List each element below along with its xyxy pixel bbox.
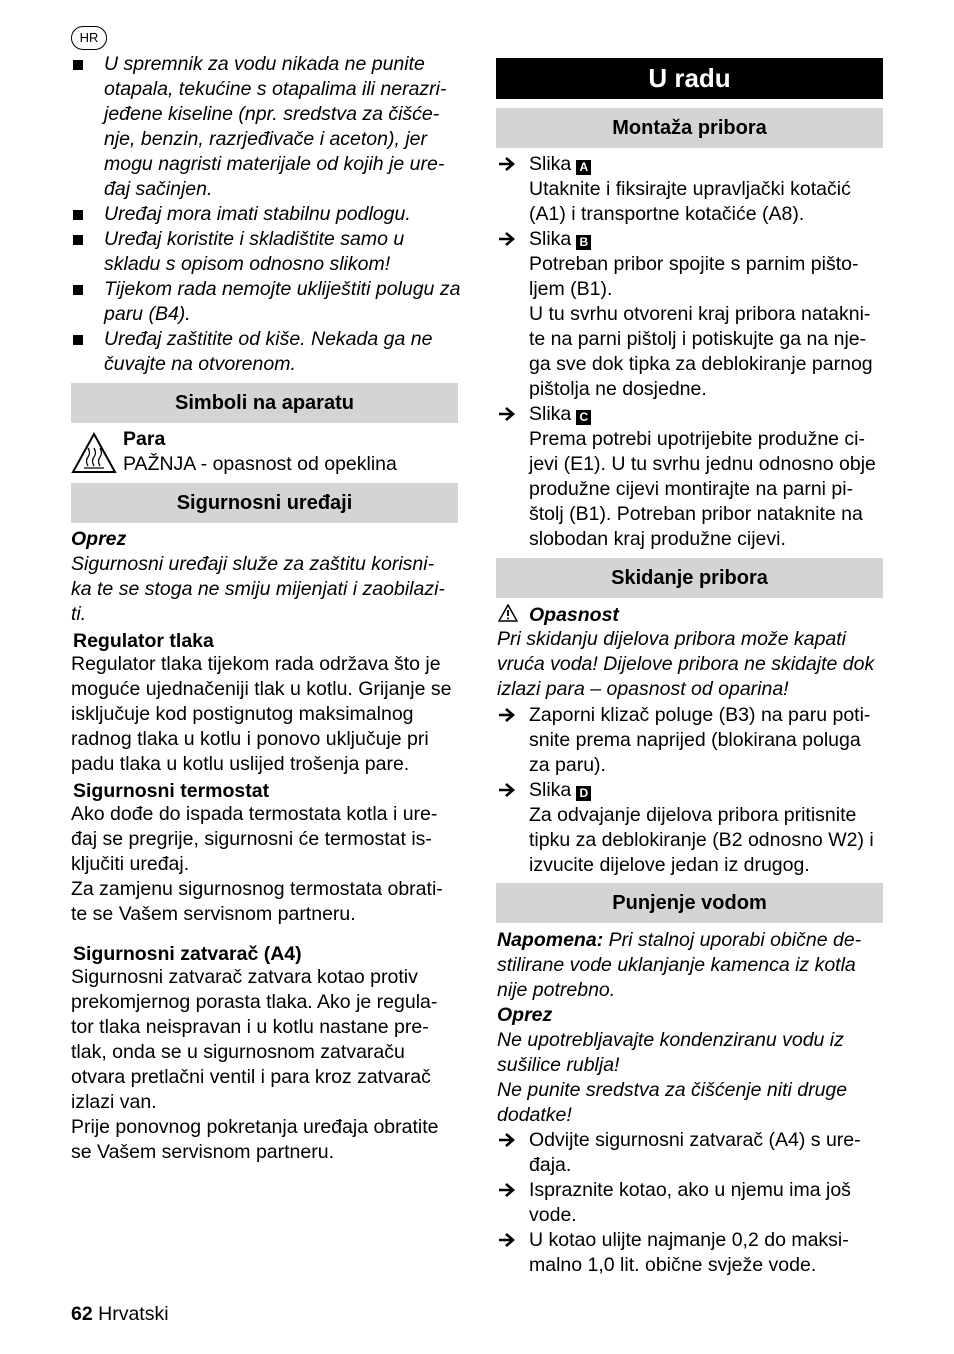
note-paragraph [497, 928, 885, 1003]
symbol-title: Para [123, 428, 166, 450]
caution-text: Sigurnosni uređaji služe za zaštitu korisni- ka te se stoga ne smiju mijenjati i zaobilazi- ti. [71, 553, 445, 625]
remove-step-1: Zaporni klizač poluge (B3) na paru poti- snite prema naprijed (blokirana poluga za paru). [529, 704, 871, 776]
bullet-text: Tijekom rada nemojte ukliještiti polugu za paru (B4). [104, 278, 461, 325]
arrow-right-icon [498, 407, 520, 421]
footer-language: Hrvatski [98, 1303, 169, 1325]
note-label: Napomena: [497, 929, 604, 951]
language-badge: HR [71, 26, 107, 50]
water-heading: Punjenje vodom [496, 883, 883, 923]
figure-ref-b [529, 227, 885, 252]
arrow-right-icon [498, 1183, 520, 1197]
page-footer [71, 1302, 169, 1327]
thermostat-text-2: Za zamjenu sigurnosnog termostata obrati- te se Vašem servisnom partneru. [71, 878, 443, 925]
danger-label: Opasnost [529, 604, 619, 626]
water-step-1: Odvijte sigurnosni zatvarač (A4) s ure- đaja. [529, 1129, 861, 1176]
section-title: U radu [496, 58, 883, 99]
water-step-3: U kotao ulijte najmanje 0,2 do maksi- malno 1,0 lit. obične svježe vode. [529, 1229, 849, 1276]
figure-label: Slika [529, 228, 572, 250]
figure-ref-d [529, 778, 885, 803]
bullet-square-icon [73, 210, 83, 220]
safety-bullet-list [71, 52, 459, 377]
list-item [71, 202, 459, 227]
bullet-square-icon [73, 285, 83, 295]
fig-d-text: Za odvajanje dijelova pribora pritisnite tipku za deblokiranje (B2 odnosno W2) i izvucite dijelove jedan iz drugog. [529, 804, 874, 876]
figure-ref-a [529, 152, 885, 177]
arrow-right-icon [498, 783, 520, 797]
figure-letter-c: C [576, 410, 591, 425]
figure-label: Slika [529, 779, 572, 801]
figure-label: Slika [529, 403, 572, 425]
caution-label-right: Oprez [497, 1004, 553, 1026]
cap-text-2: Prije ponovnog pokretanja uređaja obratite se Vašem servisnom partneru. [71, 1116, 439, 1163]
list-item [71, 327, 492, 377]
mount-heading: Montaža pribora [496, 108, 883, 148]
note-text: Pri stalnoj uporabi obične de- stilirane vode uklanjanje kamenca iz kotla nije potrebno. [497, 929, 862, 1001]
list-item [71, 227, 424, 277]
regulator-heading: Regulator tlaka [73, 630, 214, 652]
list-item [71, 52, 459, 202]
cap-text-1: Sigurnosni zatvarač zatvara kotao protiv prekomjernog porasta tlaka. Ako je regula- tor tlaka neispravan i u kotlu nastane pre- tlak, onda se u sigurnosnom zatvaraču otvara pretlačni ventil i para kroz zatvarač izlazi van. [71, 966, 438, 1113]
symbols-heading: Simboli na aparatu [71, 383, 458, 423]
bullet-square-icon [73, 335, 83, 345]
fig-a-text: Utaknite i fiksirajte upravljački kotačić (A1) i transportne kotačiće (A8). [529, 178, 851, 225]
figure-label: Slika [529, 153, 572, 175]
bullet-text: Uređaj koristite i skladištite samo u skladu s opisom odnosno slikom! [104, 228, 405, 275]
remove-heading: Skidanje pribora [496, 558, 883, 598]
arrow-right-icon [498, 1233, 520, 1247]
bullet-square-icon [73, 235, 83, 245]
regulator-text: Regulator tlaka tijekom rada održava što je moguće ujednačeniji tlak u kotlu. Grijanje se isključuje kod postignutog maksimalnog radnog tlaka u kotlu i ponovo uključuje pri padu tlaka u kotlu uslijed trošenja pare. [71, 653, 452, 775]
arrow-right-icon [498, 157, 520, 171]
cap-heading: Sigurnosni zatvarač (A4) [73, 943, 302, 965]
fig-b-text-1: Potreban pribor spojite s parnim pišto- ljem (B1). [529, 253, 859, 300]
caution-text-1: Ne upotrebljavajte kondenziranu vodu iz sušilice rublja! [497, 1029, 844, 1076]
bullet-text: U spremnik za vodu nikada ne punite otapala, tekućine s otapalima ili nerazri- jeđene kiseline (npr. sredstva za čišće- nje, benzin, razrjeđivače i aceton), jer mogu nagristi materijale od kojih je ure- đaj sačinjen. [104, 53, 447, 200]
fig-b-text-2: U tu svrhu otvoreni kraj pribora natakni- te na parni pištolj i potiskujte ga na nje- ga sve dok tipka za deblokiranje parnog pištolja ne dosjedne. [529, 303, 873, 400]
thermostat-text-1: Ako dođe do ispada termostata kotla i ure- đaj se pregrije, sigurnosni će termostat is- ključiti uređaj. [71, 803, 438, 875]
danger-icon [498, 604, 518, 629]
steam-warning-icon [71, 432, 117, 481]
safety-heading: Sigurnosni uređaji [71, 483, 458, 523]
fig-c-text: Prema potrebi upotrijebite produžne ci- jevi (E1). U tu svrhu jednu odnosno obje produžne cijevi montirajte na parni pi- štolj (B1). Potreban pribor nataknite na slobodan kraj produžne cijevi. [529, 428, 876, 550]
figure-letter-b: B [576, 235, 591, 250]
bullet-text: Uređaj zaštitite od kiše. Nekada ga ne čuvajte na otvorenom. [104, 328, 433, 375]
figure-letter-d: D [576, 786, 591, 801]
bullet-text: Uređaj mora imati stabilnu podlogu. [104, 203, 411, 225]
arrow-right-icon [498, 708, 520, 722]
figure-letter-a: A [576, 160, 591, 175]
symbol-text: PAŽNJA - opasnost od opeklina [123, 453, 397, 475]
page-number: 62 [71, 1303, 93, 1325]
arrow-right-icon [498, 1133, 520, 1147]
caution-text-2: Ne punite sredstva za čišćenje niti druge dodatke! [497, 1079, 848, 1126]
arrow-right-icon [498, 232, 520, 246]
list-item [71, 277, 492, 327]
danger-text: Pri skidanju dijelova pribora može kapati vruća voda! Dijelove pribora ne skidajte dok izlazi para – opasnost od oparina! [497, 628, 875, 700]
figure-ref-c [529, 402, 885, 427]
bullet-square-icon [73, 60, 83, 70]
thermostat-heading: Sigurnosni termostat [73, 780, 270, 802]
water-step-2: Ispraznite kotao, ako u njemu ima još vode. [529, 1179, 851, 1226]
caution-label: Oprez [71, 528, 127, 550]
